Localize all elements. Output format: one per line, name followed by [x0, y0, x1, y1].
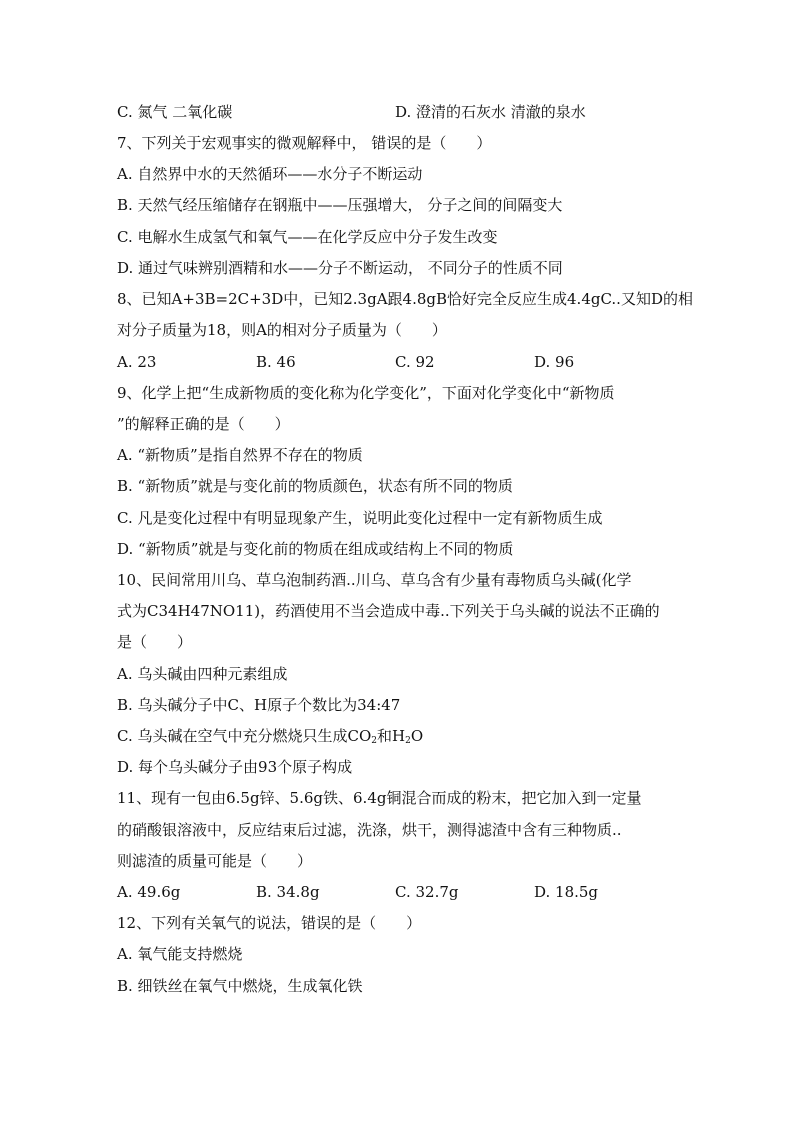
question-10-stem-line1: 10、民间常用川乌、草乌泡制药酒..川乌、草乌含有少量有毒物质乌头碱(化学 — [117, 571, 632, 589]
question-7-stem: 7、下列关于宏观事实的微观解释中， 错误的是（ ） — [117, 134, 492, 152]
option-a: A. 23 — [117, 353, 157, 371]
question-10-option-a: A. 乌头碱由四种元素组成 — [117, 665, 288, 683]
question-11-stem-line3: 则滤渣的质量可能是（ ） — [117, 852, 313, 870]
option-text-post: O — [410, 727, 424, 745]
question-10-option-b: B. 乌头碱分子中C、H原子个数比为34:47 — [117, 696, 401, 714]
question-9-option-d: D. “新物质”就是与变化前的物质在组成或结构上不同的物质 — [117, 540, 514, 558]
subscript: 2 — [405, 736, 411, 746]
question-9-stem-line1: 9、化学上把“生成新物质的变化称为化学变化”，下面对化学变化中“新物质 — [117, 384, 615, 402]
question-10-option-d: D. 每个乌头碱分子由93个原子构成 — [117, 758, 353, 776]
option-d: D. 96 — [534, 353, 575, 371]
option-text-pre: C. 乌头碱在空气中充分燃烧只生成CO — [117, 727, 372, 745]
question-11-stem-line2: 的硝酸银溶液中，反应结束后过滤，洗涤，烘干，测得滤渣中含有三种物质.. — [117, 821, 622, 839]
option-text-mid: 和H — [377, 727, 406, 745]
question-7-option-b: B. 天然气经压缩储存在钢瓶中——压强增大， 分子之间的间隔变大 — [117, 196, 563, 214]
question-10-option-c — [117, 726, 677, 746]
option-a: A. 49.6g — [117, 883, 181, 901]
question-7-option-d: D. 通过气味辨别酒精和水——分子不断运动， 不同分子的性质不同 — [117, 259, 563, 277]
question-8-stem-line1: 8、已知A+3B=2C+3D中，已知2.3gA跟4.8gB恰好完全反应生成4.4gC..又知D的相 — [117, 290, 693, 308]
question-7-option-a: A. 自然界中水的天然循环——水分子不断运动 — [117, 165, 423, 183]
question-12-stem: 12、下列有关氧气的说法，错误的是（ ） — [117, 914, 422, 932]
question-10-stem-line3: 是（ ） — [117, 633, 193, 651]
question-8-stem-line2: 对分子质量为18，则A的相对分子质量为（ ） — [117, 321, 447, 339]
option-c: C. 32.7g — [395, 883, 459, 901]
option-b: B. 46 — [256, 353, 296, 371]
question-12-option-a: A. 氧气能支持燃烧 — [117, 945, 243, 963]
option-d: D. 澄清的石灰水 清澈的泉水 — [395, 103, 586, 121]
question-12-option-b: B. 细铁丝在氧气中燃烧，生成氧化铁 — [117, 977, 363, 995]
option-c: C. 氮气 二氧化碳 — [117, 103, 233, 121]
question-9-option-b: B. “新物质”就是与变化前的物质颜色，状态有所不同的物质 — [117, 477, 513, 495]
option-d: D. 18.5g — [534, 883, 599, 901]
option-c: C. 92 — [395, 353, 435, 371]
question-11-stem-line1: 11、现有一包由6.5g锌、5.6g铁、6.4g铜混合而成的粉末，把它加入到一定量 — [117, 789, 642, 807]
option-b: B. 34.8g — [256, 883, 320, 901]
question-9-option-a: A. “新物质”是指自然界不存在的物质 — [117, 446, 363, 464]
question-9-stem-line2: ”的解释正确的是（ ） — [117, 415, 290, 433]
question-10-stem-line2: 式为C34H47NO11)，药酒使用不当会造成中毒..下列关于乌头碱的说法不正确的 — [117, 602, 660, 620]
subscript: 2 — [371, 736, 377, 746]
question-7-option-c: C. 电解水生成氢气和氧气——在化学反应中分子发生改变 — [117, 228, 498, 246]
question-9-option-c: C. 凡是变化过程中有明显现象产生，说明此变化过程中一定有新物质生成 — [117, 509, 603, 527]
